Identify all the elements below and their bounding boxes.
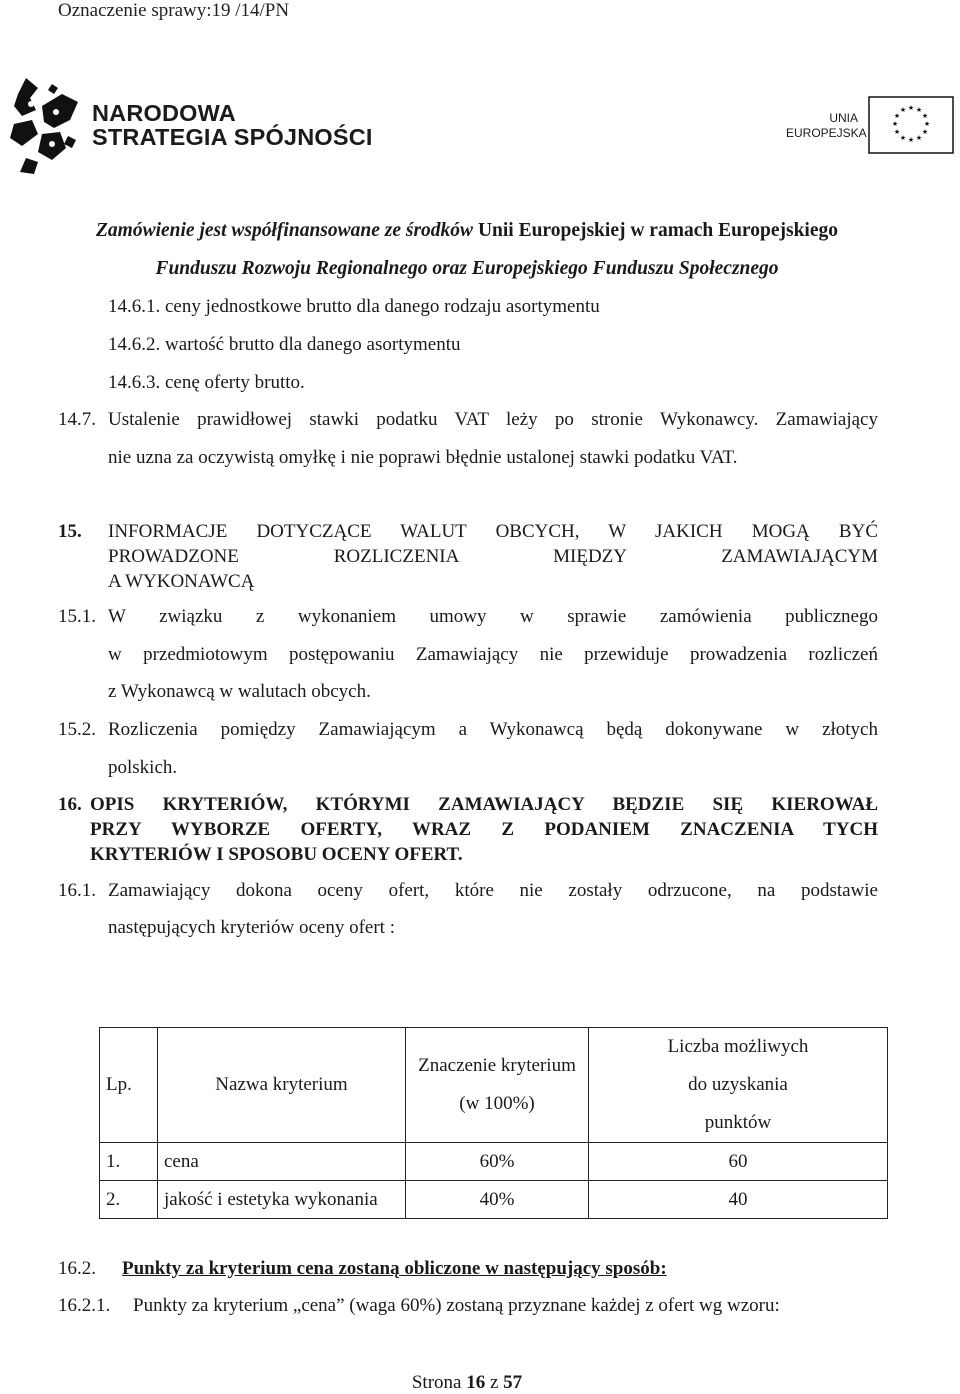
header-points-line3: punktów xyxy=(704,1112,772,1133)
paragraph-15-2-line2: polskich. xyxy=(108,757,178,778)
paragraph-14-7-number: 14.7. xyxy=(58,409,96,430)
paragraph-16-1-line2: następujących kryteriów oceny ofert : xyxy=(108,917,395,938)
nss-emblem-icon xyxy=(8,76,90,176)
svg-text:★: ★ xyxy=(921,128,929,136)
paragraph-16-2-1-text: Punkty za kryterium „cena” (waga 60%) zostaną przyznane każdej z ofert wg wzoru: xyxy=(133,1295,780,1316)
paragraph-14-6-2: 14.6.2. wartość brutto dla danego asortymentu xyxy=(108,334,461,355)
footer-separator: z xyxy=(489,1372,499,1393)
section-15-heading-line1: INFORMACJE DOTYCZĄCE WALUT OBCYCH, W JAKICH MOGĄ BYĆ xyxy=(108,521,878,542)
header-points xyxy=(589,1028,888,1143)
paragraph-15-2-line1: Rozliczenia pomiędzy Zamawiającym a Wykonawcą będą dokonywane w złotych xyxy=(108,719,878,740)
table-row xyxy=(100,1181,888,1219)
paragraph-16-2-number: 16.2. xyxy=(58,1258,96,1279)
paragraph-15-1-number: 15.1. xyxy=(58,606,96,627)
header-weight-line2: (w 100%) xyxy=(459,1093,535,1114)
footer-total-pages: 57 xyxy=(503,1372,523,1393)
funding-line1-upright: Unii Europejskiej w ramach Europejskiego xyxy=(477,220,838,241)
case-reference: Oznaczenie sprawy:19 /14/PN xyxy=(58,0,290,21)
row-weight: 60% xyxy=(406,1143,589,1181)
header-points-line2: do uzyskania xyxy=(688,1074,788,1095)
section-16-heading-line1: OPIS KRYTERIÓW, KTÓRYMI ZAMAWIAJĄCY BĘDZIE SIĘ KIEROWAŁ xyxy=(90,794,878,815)
paragraph-15-1-line1: W związku z wykonaniem umowy w sprawie zamówienia publicznego xyxy=(108,606,878,627)
svg-text:★: ★ xyxy=(899,134,907,142)
footer-prefix: Strona xyxy=(411,1372,462,1393)
paragraph-14-7-line1: Ustalenie prawidłowej stawki podatku VAT leży po stronie Wykonawcy. Zamawiający xyxy=(108,409,878,430)
svg-text:★: ★ xyxy=(921,112,929,120)
eu-logo-line1: UNIA xyxy=(829,111,858,125)
paragraph-16-1-number: 16.1. xyxy=(58,880,96,901)
svg-text:★: ★ xyxy=(893,128,901,136)
nss-logo xyxy=(8,76,373,176)
section-15-heading-line2: PROWADZONE ROZLICZENIA MIĘDZY ZAMAWIAJĄCYM xyxy=(108,546,878,567)
svg-text:★: ★ xyxy=(899,106,907,114)
row-criterion-name: jakość i estetyka wykonania xyxy=(158,1181,406,1219)
table-header-row xyxy=(100,1028,888,1143)
row-lp: 2. xyxy=(100,1181,158,1219)
eu-logo-line2: EUROPEJSKA xyxy=(786,126,867,140)
svg-text:★: ★ xyxy=(891,120,899,128)
section-16-heading-line3: KRYTERIÓW I SPOSOBU OCENY OFERT. xyxy=(90,844,463,865)
row-criterion-name: cena xyxy=(158,1143,406,1181)
header-weight-line1: Znaczenie kryterium xyxy=(418,1055,576,1076)
paragraph-16-2-underlined: Punkty za kryterium cena zostaną obliczone w następujący sposób: xyxy=(122,1258,667,1279)
section-15-heading-line3: A WYKONAWCĄ xyxy=(108,571,255,592)
header-weight xyxy=(406,1028,589,1143)
paragraph-14-6-1: 14.6.1. ceny jednostkowe brutto dla danego rodzaju asortymentu xyxy=(108,296,600,317)
header-points-line1: Liczba możliwych xyxy=(667,1036,809,1057)
section-15-number: 15. xyxy=(58,521,82,542)
page-footer xyxy=(0,1372,934,1394)
svg-text:★: ★ xyxy=(907,104,915,112)
header-criterion-name: Nazwa kryterium xyxy=(158,1028,406,1143)
section-16-number: 16. xyxy=(58,794,82,815)
funding-statement-line1 xyxy=(0,220,934,242)
paragraph-15-1-line3: z Wykonawcą w walutach obcych. xyxy=(108,681,371,702)
paragraph-16-2-heading xyxy=(122,1258,667,1280)
paragraph-15-2-number: 15.2. xyxy=(58,719,96,740)
eu-flag-icon xyxy=(868,96,954,154)
nss-logo-line2: STRATEGIA SPÓJNOŚCI xyxy=(92,124,373,150)
svg-text:★: ★ xyxy=(907,136,915,144)
paragraph-16-1-line1: Zamawiający dokona oceny ofert, które nie zostały odrzucone, na podstawie xyxy=(108,880,878,901)
funding-statement-line2: Funduszu Rozwoju Regionalnego oraz Europejskiego Funduszu Społecznego xyxy=(155,258,779,279)
paragraph-14-6-3: 14.6.3. cenę oferty brutto. xyxy=(108,372,305,393)
nss-logo-line1: NARODOWA xyxy=(92,100,236,126)
section-16-heading-line2: PRZY WYBORZE OFERTY, WRAZ Z PODANIEM ZNACZENIA TYCH xyxy=(90,819,878,840)
paragraph-14-7-line2: nie uzna za oczywistą omyłkę i nie poprawi błędnie ustalonej stawki podatku VAT. xyxy=(108,447,738,468)
row-lp: 1. xyxy=(100,1143,158,1181)
funding-line1-italic: Zamówienie jest współfinansowane ze środków xyxy=(96,220,474,241)
table-row xyxy=(100,1143,888,1181)
header-lp: Lp. xyxy=(100,1028,158,1143)
svg-text:★: ★ xyxy=(923,120,931,128)
svg-text:★: ★ xyxy=(915,134,923,142)
row-weight: 40% xyxy=(406,1181,589,1219)
criteria-table xyxy=(99,1027,888,1219)
row-points: 40 xyxy=(589,1181,888,1219)
svg-text:★: ★ xyxy=(893,112,901,120)
footer-page-number: 16 xyxy=(466,1372,486,1393)
svg-text:★: ★ xyxy=(915,106,923,114)
eu-logo-text xyxy=(786,111,867,141)
paragraph-15-1-line2: w przedmiotowym postępowaniu Zamawiający nie przewiduje prowadzenia rozliczeń xyxy=(108,644,878,665)
row-points: 60 xyxy=(589,1143,888,1181)
paragraph-16-2-1-number: 16.2.1. xyxy=(58,1295,111,1316)
